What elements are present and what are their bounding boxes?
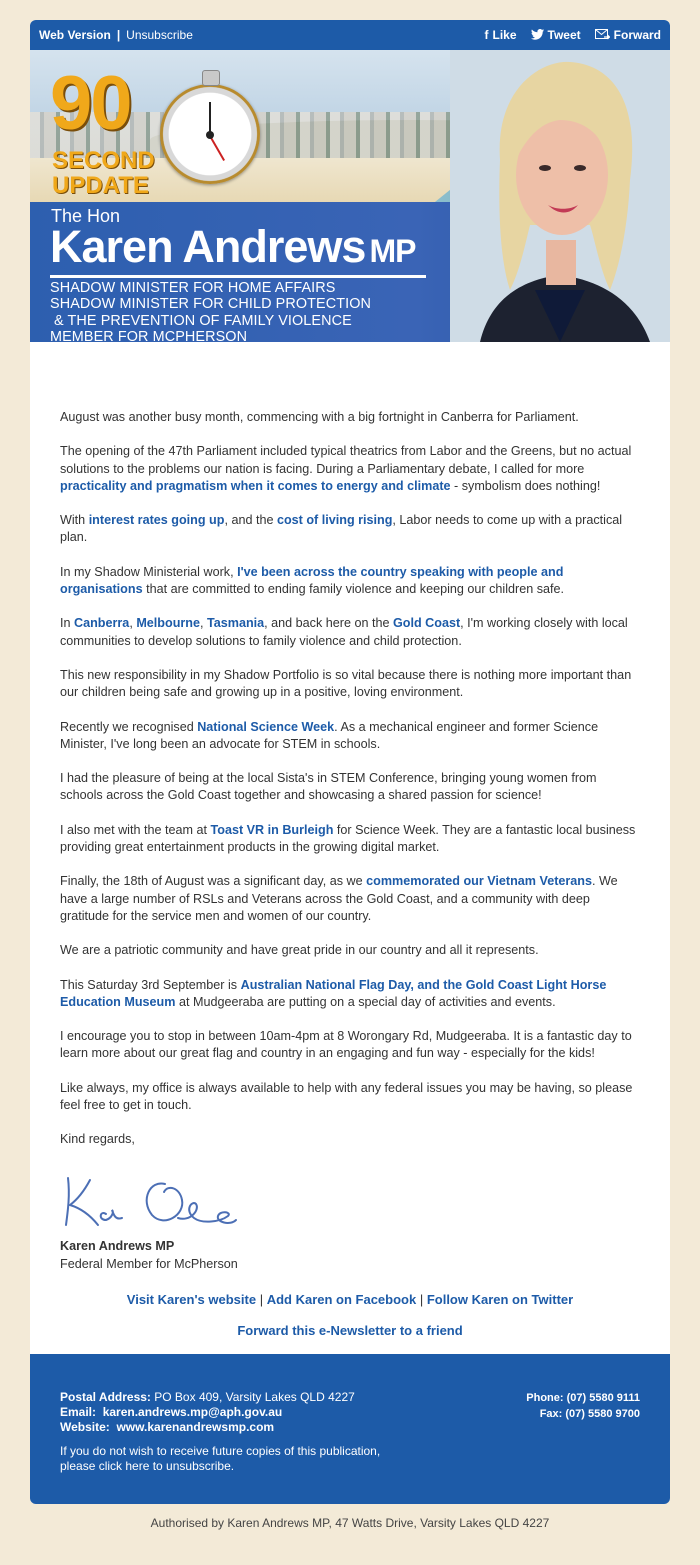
forward-row xyxy=(30,1323,670,1338)
forward-button[interactable] xyxy=(595,28,661,42)
melbourne-link[interactable]: Melbourne xyxy=(136,616,200,631)
footer xyxy=(30,1354,670,1504)
postal-value: PO Box 409, Varsity Lakes QLD 4227 xyxy=(150,1390,355,1404)
signature-image xyxy=(60,1170,260,1235)
tweet-label: Tweet xyxy=(547,28,581,42)
paragraph xyxy=(60,512,640,546)
paragraph: We are a patriotic community and have great pride in our country and all it represents. xyxy=(60,943,539,958)
logo-line-2: UPDATE xyxy=(52,172,149,200)
across-country-link[interactable]: I've been across the country speaking with people and organisations xyxy=(60,564,564,596)
footer-unsubscribe[interactable]: If you do not wish to receive future copies of this publication, please click here to unsubscribe. xyxy=(60,1444,381,1473)
role-line: MEMBER FOR MCPHERSON xyxy=(50,328,248,342)
link-separator: | xyxy=(256,1292,267,1307)
role-line: SHADOW MINISTER FOR HOME AFFAIRS xyxy=(50,280,336,296)
web-version-link[interactable]: Web Version xyxy=(39,28,111,42)
social-links-row xyxy=(30,1292,670,1307)
top-bar xyxy=(30,20,670,50)
the-hon-label: The Hon xyxy=(51,206,121,226)
footer-contact xyxy=(526,1391,640,1422)
like-label: Like xyxy=(492,28,517,42)
social-links xyxy=(485,28,661,42)
paragraph xyxy=(60,873,640,925)
forward-to-friend-link[interactable]: Forward this e-Newsletter to a friend xyxy=(237,1323,463,1338)
paragraph xyxy=(60,822,640,856)
vietnam-veterans-link[interactable]: commemorated our Vietnam Veterans xyxy=(366,874,592,889)
newsletter-body xyxy=(60,409,640,1166)
paragraph-text: , xyxy=(129,616,137,631)
phone-number: Phone: (07) 5580 9111 xyxy=(526,1392,640,1404)
mp-name-text: Karen Andrews xyxy=(50,221,366,272)
footer-address xyxy=(60,1390,355,1435)
facebook-link[interactable]: Add Karen on Facebook xyxy=(266,1292,417,1307)
website-link[interactable]: Visit Karen's website xyxy=(126,1292,257,1307)
paragraph-text: that are committed to ending family violence and keeping our children safe. xyxy=(142,581,565,596)
mp-name xyxy=(50,222,415,272)
paragraph-text: This Saturday 3rd September is xyxy=(60,977,241,992)
logo-line-1: SECOND xyxy=(52,147,155,174)
science-week-link[interactable]: National Science Week xyxy=(197,719,335,734)
forward-label: Forward xyxy=(613,28,661,42)
paragraph-text: In xyxy=(60,616,75,631)
unsubscribe-link[interactable]: Unsubscribe xyxy=(126,28,193,42)
paragraph xyxy=(60,719,640,753)
paragraph-text: Recently we recognised xyxy=(60,719,198,734)
paragraph: Like always, my office is always available to help with any federal issues you may be having, so please feel free to get in touch. xyxy=(60,1080,633,1112)
role-line: & THE PREVENTION OF FAMILY VIOLENCE xyxy=(54,312,352,329)
paragraph-text: With xyxy=(60,513,89,528)
portrait-photo xyxy=(450,50,670,342)
toast-vr-link[interactable]: Toast VR in Burleigh xyxy=(210,822,334,837)
paragraph-text: at Mudgeeraba are putting on a special day of activities and events. xyxy=(175,994,556,1009)
mp-suffix: MP xyxy=(369,233,416,269)
paragraph: Kind regards, xyxy=(60,1132,135,1147)
website-label: Website: xyxy=(60,1420,110,1434)
paragraph-text: , xyxy=(199,616,207,631)
canberra-link[interactable]: Canberra xyxy=(74,616,130,631)
paragraph xyxy=(60,564,640,598)
paragraph: August was another busy month, commencing with a big fortnight in Canberra for Parliament. xyxy=(60,410,579,424)
postal-label: Postal Address: xyxy=(60,1390,151,1404)
like-button[interactable] xyxy=(485,28,517,42)
roles-list xyxy=(50,280,371,342)
stopwatch-center xyxy=(206,131,214,139)
fax-number: Fax: (07) 5580 9700 xyxy=(539,1407,640,1420)
envelope-icon xyxy=(595,28,610,42)
paragraph-text: . As a mechanical engineer and former Science Minister, I've long been an advocate for STEM in schools. xyxy=(60,719,599,751)
paragraph-text: The opening of the 47th Parliament included typical theatrics from Labor and the Greens, but no actual solutions to the problems our nation is facing. During a Parliamentary debate, I called for more xyxy=(60,444,632,476)
paragraph: This new responsibility in my Shadow Portfolio is so vital because there is nothing more important than our children being safe and growing up in a positive, loving environment. xyxy=(60,667,632,700)
top-bar-separator: | xyxy=(116,28,121,42)
interest-rates-link[interactable]: interest rates going up xyxy=(88,513,225,528)
header-banner xyxy=(30,50,670,342)
twitter-icon xyxy=(531,28,544,42)
paragraph-text: I also met with the team at xyxy=(60,822,211,837)
paragraph-text: , and back here on the xyxy=(264,616,393,631)
role-line: SHADOW MINISTER FOR CHILD PROTECTION xyxy=(50,296,372,313)
authorisation-line: Authorised by Karen Andrews MP, 47 Watts Drive, Varsity Lakes QLD 4227 xyxy=(150,1516,550,1530)
newsletter-card xyxy=(30,20,670,1504)
gold-coast-link[interactable]: Gold Coast xyxy=(392,616,461,631)
paragraph-text: In my Shadow Ministerial work, xyxy=(60,564,238,579)
paragraph-text: for Science Week. They are a fantastic local business providing great entertainment products in the growing digital market. xyxy=(60,822,636,854)
paragraph-text: - symbolism does nothing! xyxy=(450,478,601,493)
paragraph-text: , I'm working closely with local communities to develop solutions to family violence and child protection. xyxy=(60,616,628,648)
stopwatch-crown xyxy=(202,70,220,86)
logo-number: 90 xyxy=(50,61,131,146)
tasmania-link[interactable]: Tasmania xyxy=(206,616,265,631)
paragraph-text: , and the xyxy=(224,513,277,528)
energy-climate-link[interactable]: practicality and pragmatism when it comes to energy and climate xyxy=(60,478,451,493)
email-label: Email: xyxy=(60,1405,97,1419)
stopwatch-icon xyxy=(160,84,260,184)
paragraph: I had the pleasure of being at the local Sista's in STEM Conference, bringing young women from schools across the Gold Coast together and showcasing a shared passion for science! xyxy=(60,771,597,803)
signature-block xyxy=(60,1238,238,1273)
link-separator: | xyxy=(416,1292,427,1307)
paragraph: I encourage you to stop in between 10am-4pm at 8 Worongary Rd, Mudgeeraba. It is a fantastic day to learn more about our great flag and country in an engaging and fun way - especially for the kids! xyxy=(60,1029,632,1061)
paragraph-text: Finally, the 18th of August was a significant day, as we xyxy=(60,874,367,889)
twitter-link[interactable]: Follow Karen on Twitter xyxy=(426,1292,574,1307)
flag-day-link[interactable]: Australian National Flag Day, and the Gold Coast Light Horse Education Museum xyxy=(60,977,607,1009)
email-link[interactable]: karen.andrews.mp@aph.gov.au xyxy=(102,1405,283,1419)
facebook-icon: f xyxy=(484,28,489,42)
paragraph xyxy=(60,615,640,649)
top-bar-left xyxy=(39,28,193,42)
paragraph-text: , Labor needs to come up with a practical plan. xyxy=(60,513,623,545)
footer-website-link[interactable]: www.karenandrewsmp.com xyxy=(116,1420,275,1434)
signature-title: Federal Member for McPherson xyxy=(60,1256,238,1271)
logo-text xyxy=(52,148,155,198)
name-underline xyxy=(50,275,426,278)
paragraph-text: . We have a large number of RSLs and Veterans across the Gold Coast, and a community with deep gratitude for the service men and women of our country. xyxy=(60,874,618,923)
signature-name: Karen Andrews MP xyxy=(60,1239,175,1253)
tweet-button[interactable] xyxy=(531,28,581,42)
paragraph xyxy=(60,443,640,495)
cost-of-living-link[interactable]: cost of living rising xyxy=(276,513,393,528)
paragraph xyxy=(60,977,640,1011)
